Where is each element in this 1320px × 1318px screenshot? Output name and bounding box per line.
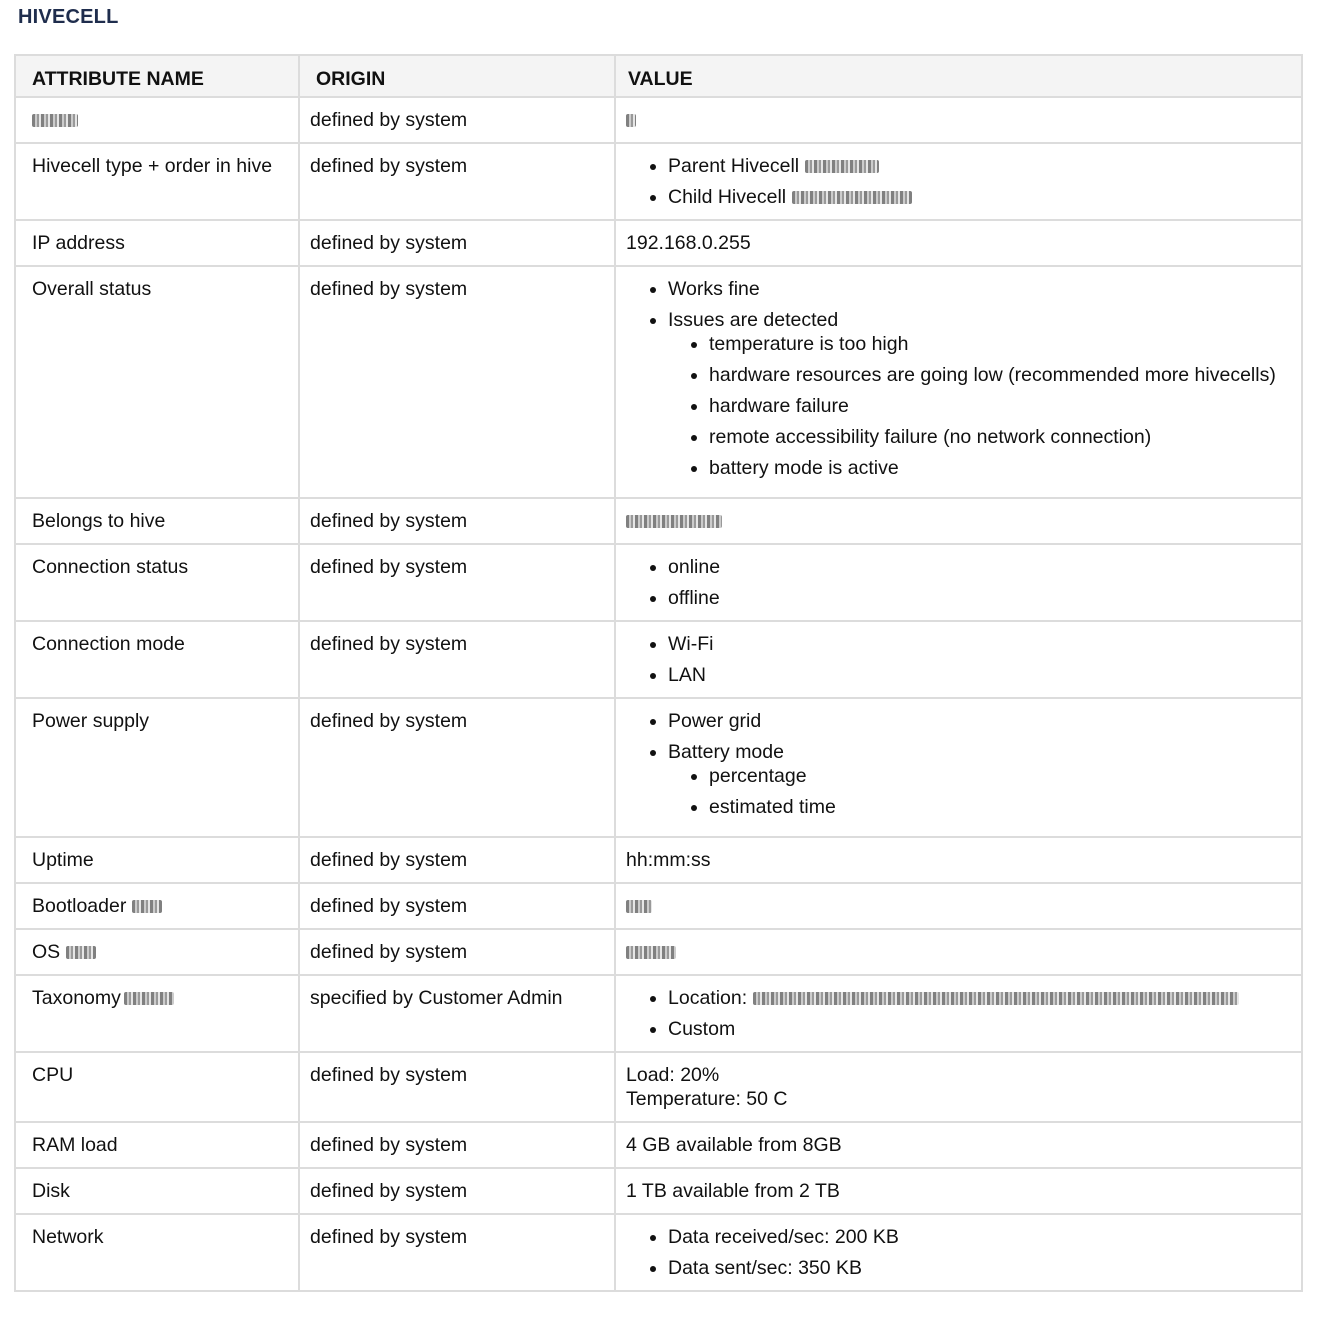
redacted-text bbox=[753, 992, 1239, 1005]
value-cell: 192.168.0.255 bbox=[615, 220, 1302, 266]
column-header-origin: ORIGIN bbox=[299, 55, 615, 97]
value-list bbox=[626, 154, 1291, 209]
value-cell bbox=[615, 266, 1302, 498]
list-item: • Power grid bbox=[668, 709, 1291, 733]
origin-cell: defined by system bbox=[299, 1052, 615, 1122]
attribute-name-text: Bootloader bbox=[32, 895, 127, 917]
table-row bbox=[15, 1214, 1302, 1291]
value-list bbox=[626, 555, 1291, 610]
column-header-value: VALUE bbox=[615, 55, 1302, 97]
origin-cell: defined by system bbox=[299, 929, 615, 975]
list-item-text: Issues are detected bbox=[668, 309, 839, 331]
value-list bbox=[626, 1225, 1291, 1280]
redacted-text bbox=[626, 946, 676, 959]
origin-cell: specified by Customer Admin bbox=[299, 975, 615, 1052]
value-cell: Load: 20% Temperature: 50 C bbox=[615, 1052, 1302, 1122]
list-item: • offline bbox=[668, 586, 1291, 610]
table-row bbox=[15, 544, 1302, 621]
table-row bbox=[15, 1122, 1302, 1168]
list-item: • Custom bbox=[668, 1017, 1291, 1041]
value-cell bbox=[615, 929, 1302, 975]
attribute-name-cell: Connection status bbox=[15, 544, 299, 621]
value-cell bbox=[615, 97, 1302, 143]
origin-cell: defined by system bbox=[299, 220, 615, 266]
attribute-name-text: Taxonomy bbox=[32, 987, 121, 1009]
list-item-text: Child Hivecell bbox=[668, 186, 787, 208]
redacted-text bbox=[32, 114, 78, 127]
redacted-text bbox=[805, 160, 879, 173]
list-item: • online bbox=[668, 555, 1291, 579]
attribute-name-cell: Network bbox=[15, 1214, 299, 1291]
value-cell: hh:mm:ss bbox=[615, 837, 1302, 883]
attribute-name-cell bbox=[15, 975, 299, 1052]
list-item-text: Location: bbox=[668, 987, 748, 1009]
value-cell: 4 GB available from 8GB bbox=[615, 1122, 1302, 1168]
value-cell bbox=[615, 698, 1302, 837]
value-cell bbox=[615, 143, 1302, 220]
value-cell bbox=[615, 883, 1302, 929]
redacted-text bbox=[626, 114, 636, 127]
origin-cell: defined by system bbox=[299, 143, 615, 220]
table-row bbox=[15, 975, 1302, 1052]
list-item bbox=[668, 986, 1291, 1010]
value-sublist bbox=[668, 332, 1291, 480]
sublist-item: • estimated time bbox=[709, 795, 1291, 819]
origin-cell: defined by system bbox=[299, 1168, 615, 1214]
sublist-item: • temperature is too high bbox=[709, 332, 1291, 356]
table-row bbox=[15, 97, 1302, 143]
origin-cell: defined by system bbox=[299, 498, 615, 544]
list-item bbox=[668, 185, 1291, 209]
table-row bbox=[15, 837, 1302, 883]
attribute-name-cell: CPU bbox=[15, 1052, 299, 1122]
origin-cell: defined by system bbox=[299, 837, 615, 883]
value-cell bbox=[615, 544, 1302, 621]
value-list bbox=[626, 709, 1291, 819]
origin-cell: defined by system bbox=[299, 883, 615, 929]
list-item-text: Battery mode bbox=[668, 741, 784, 763]
table-row bbox=[15, 621, 1302, 698]
value-list bbox=[626, 277, 1291, 480]
list-item: • LAN bbox=[668, 663, 1291, 687]
redacted-text bbox=[124, 992, 174, 1005]
attribute-name-cell: IP address bbox=[15, 220, 299, 266]
value-sublist bbox=[668, 764, 1291, 819]
attribute-name-cell bbox=[15, 97, 299, 143]
origin-cell: defined by system bbox=[299, 544, 615, 621]
attribute-name-cell bbox=[15, 883, 299, 929]
attribute-name-cell: Belongs to hive bbox=[15, 498, 299, 544]
attribute-name-cell: Power supply bbox=[15, 698, 299, 837]
attribute-name-cell: Connection mode bbox=[15, 621, 299, 698]
list-item bbox=[668, 740, 1291, 819]
list-item: • Data received/sec: 200 KB bbox=[668, 1225, 1291, 1249]
table-row bbox=[15, 929, 1302, 975]
list-item bbox=[668, 308, 1291, 480]
origin-cell: defined by system bbox=[299, 1214, 615, 1291]
value-cell bbox=[615, 1214, 1302, 1291]
table-row bbox=[15, 220, 1302, 266]
sublist-item: • percentage bbox=[709, 764, 1291, 788]
value-cell bbox=[615, 975, 1302, 1052]
attribute-name-cell: Uptime bbox=[15, 837, 299, 883]
table-row bbox=[15, 883, 1302, 929]
list-item: • Works fine bbox=[668, 277, 1291, 301]
origin-cell: defined by system bbox=[299, 621, 615, 698]
list-item: • Data sent/sec: 350 KB bbox=[668, 1256, 1291, 1280]
list-item: • Wi-Fi bbox=[668, 632, 1291, 656]
origin-cell: defined by system bbox=[299, 1122, 615, 1168]
redacted-text bbox=[792, 191, 912, 204]
list-item bbox=[668, 154, 1291, 178]
attribute-name-cell: RAM load bbox=[15, 1122, 299, 1168]
table-row bbox=[15, 698, 1302, 837]
sublist-item: • hardware failure bbox=[709, 394, 1291, 418]
value-cell bbox=[615, 498, 1302, 544]
table-row bbox=[15, 498, 1302, 544]
redacted-text bbox=[626, 515, 722, 528]
sublist-item: • battery mode is active bbox=[709, 456, 1291, 480]
attributes-table bbox=[14, 54, 1303, 1292]
attribute-name-cell: Overall status bbox=[15, 266, 299, 498]
redacted-text bbox=[66, 946, 96, 959]
table-row bbox=[15, 1168, 1302, 1214]
origin-cell: defined by system bbox=[299, 266, 615, 498]
table-header-row bbox=[15, 55, 1302, 97]
attribute-name-cell: Hivecell type + order in hive bbox=[15, 143, 299, 220]
value-list bbox=[626, 986, 1291, 1041]
page-title: HIVECELL bbox=[18, 6, 119, 28]
attribute-name-text: OS bbox=[32, 941, 61, 963]
value-list bbox=[626, 632, 1291, 687]
redacted-text bbox=[626, 900, 652, 913]
column-header-attribute-name: ATTRIBUTE NAME bbox=[15, 55, 299, 97]
table-row bbox=[15, 266, 1302, 498]
value-cell: 1 TB available from 2 TB bbox=[615, 1168, 1302, 1214]
redacted-text bbox=[132, 900, 162, 913]
sublist-item: • hardware resources are going low (recommended more hivecells) bbox=[709, 363, 1291, 387]
attribute-name-cell bbox=[15, 929, 299, 975]
table-row bbox=[15, 143, 1302, 220]
table-row bbox=[15, 1052, 1302, 1122]
attribute-name-cell: Disk bbox=[15, 1168, 299, 1214]
sublist-item: • remote accessibility failure (no network connection) bbox=[709, 425, 1291, 449]
origin-cell: defined by system bbox=[299, 698, 615, 837]
value-cell bbox=[615, 621, 1302, 698]
origin-cell: defined by system bbox=[299, 97, 615, 143]
list-item-text: Parent Hivecell bbox=[668, 155, 800, 177]
